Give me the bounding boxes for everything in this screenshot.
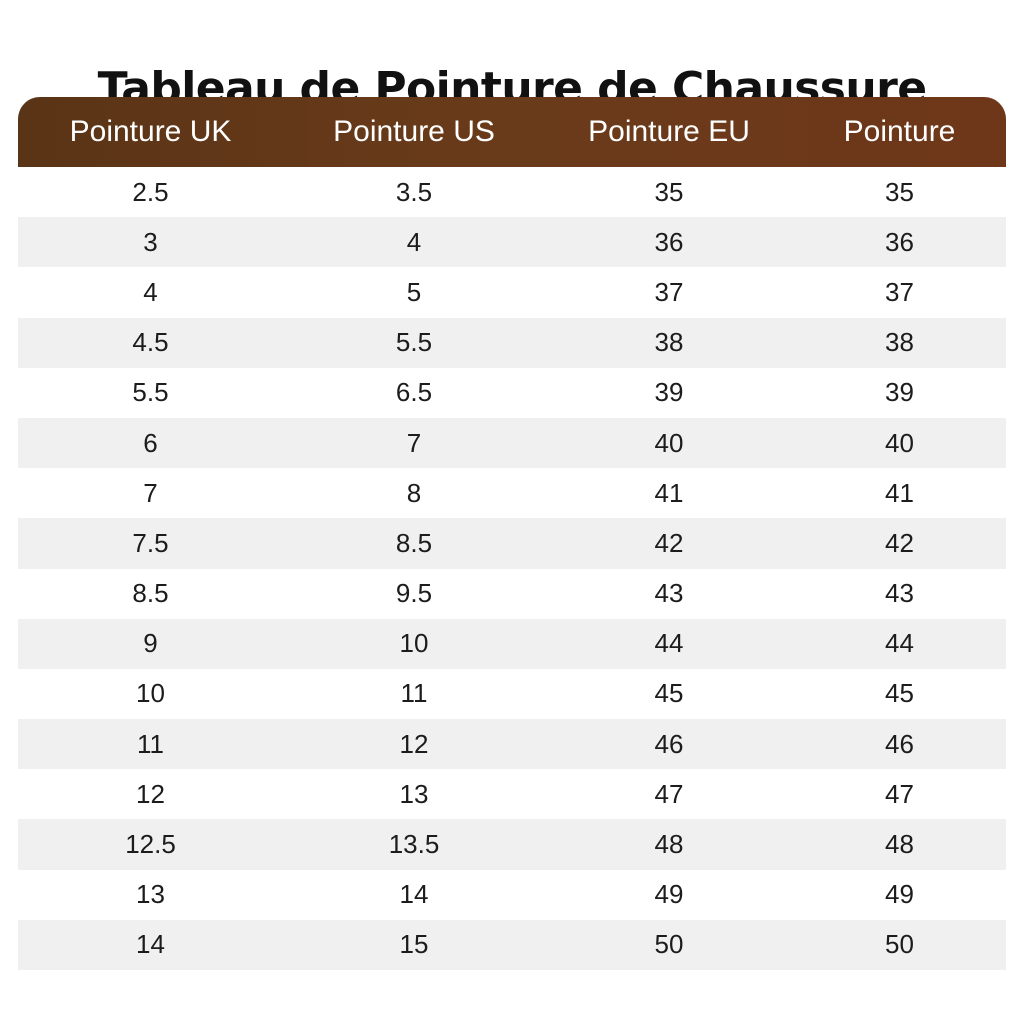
cell-us-size: 9.5 bbox=[395, 578, 433, 609]
header-us-size: Pointure US bbox=[333, 115, 495, 148]
cell-uk-size: 6 bbox=[143, 427, 158, 458]
cell-uk-size: 4.5 bbox=[132, 327, 169, 358]
table-row bbox=[18, 368, 1006, 418]
cell-uk-size: 10 bbox=[136, 678, 165, 709]
cell-us-size: 7 bbox=[406, 427, 422, 458]
cell-size: 45 bbox=[885, 678, 914, 709]
table-row bbox=[18, 870, 1006, 920]
cell-eu-size: 38 bbox=[654, 327, 684, 358]
header-row bbox=[18, 97, 1006, 167]
cell-uk-size: 12 bbox=[136, 778, 165, 809]
cell-us-size: 15 bbox=[399, 929, 429, 960]
page-title: Tableau de Pointure de Chaussure bbox=[97, 63, 927, 115]
cell-us-size: 11 bbox=[400, 678, 428, 709]
table-body bbox=[18, 167, 1006, 970]
table-row bbox=[18, 418, 1006, 468]
cell-size: 47 bbox=[885, 778, 914, 809]
cell-uk-size: 7 bbox=[143, 477, 158, 508]
cell-us-size: 13 bbox=[399, 778, 429, 809]
cell-size: 49 bbox=[885, 879, 914, 910]
cell-eu-size: 35 bbox=[654, 176, 684, 207]
cell-eu-size: 41 bbox=[654, 477, 684, 508]
cell-size: 38 bbox=[885, 327, 914, 358]
cell-eu-size: 37 bbox=[654, 276, 684, 307]
cell-size: 46 bbox=[885, 728, 914, 759]
cell-us-size: 14 bbox=[399, 879, 429, 910]
header-uk-size: Pointure UK bbox=[69, 115, 232, 148]
cell-size: 48 bbox=[885, 829, 914, 860]
cell-size: 35 bbox=[885, 176, 914, 207]
cell-us-size: 5.5 bbox=[395, 327, 433, 358]
shoe-size-table bbox=[18, 97, 1006, 970]
cell-us-size: 10 bbox=[399, 628, 429, 659]
table-row bbox=[18, 619, 1006, 669]
header-size: Pointure bbox=[843, 115, 956, 148]
cell-uk-size: 13 bbox=[136, 879, 165, 910]
cell-us-size: 8.5 bbox=[395, 527, 433, 558]
cell-eu-size: 40 bbox=[654, 427, 684, 458]
cell-uk-size: 5.5 bbox=[132, 377, 169, 408]
cell-size: 39 bbox=[885, 377, 914, 408]
table-row bbox=[18, 217, 1006, 267]
cell-eu-size: 44 bbox=[654, 628, 684, 659]
cell-us-size: 6.5 bbox=[395, 377, 433, 408]
table-row bbox=[18, 920, 1006, 970]
cell-eu-size: 36 bbox=[654, 226, 684, 257]
cell-us-size: 5 bbox=[406, 276, 422, 307]
cell-size: 41 bbox=[885, 477, 914, 508]
cell-size: 44 bbox=[885, 628, 914, 659]
cell-size: 37 bbox=[885, 276, 914, 307]
cell-us-size: 3.5 bbox=[395, 176, 433, 207]
table-row bbox=[18, 719, 1006, 769]
cell-eu-size: 48 bbox=[654, 829, 684, 860]
cell-uk-size: 4 bbox=[143, 276, 158, 307]
table-row bbox=[18, 468, 1006, 518]
cell-us-size: 13.5 bbox=[388, 829, 440, 860]
table-row bbox=[18, 267, 1006, 317]
table-header bbox=[18, 97, 1006, 167]
cell-uk-size: 8.5 bbox=[132, 578, 169, 609]
table-row bbox=[18, 167, 1006, 217]
cell-uk-size: 11 bbox=[137, 728, 164, 759]
cell-uk-size: 2.5 bbox=[132, 176, 169, 207]
table-row bbox=[18, 669, 1006, 719]
cell-eu-size: 43 bbox=[654, 578, 684, 609]
cell-us-size: 4 bbox=[406, 226, 422, 257]
table-row bbox=[18, 819, 1006, 869]
cell-us-size: 12 bbox=[399, 728, 429, 759]
cell-eu-size: 49 bbox=[654, 879, 684, 910]
cell-eu-size: 45 bbox=[654, 678, 684, 709]
cell-uk-size: 7.5 bbox=[132, 527, 169, 558]
cell-us-size: 8 bbox=[406, 477, 422, 508]
cell-size: 36 bbox=[885, 226, 914, 257]
table-row bbox=[18, 518, 1006, 568]
table-row bbox=[18, 769, 1006, 819]
table-row bbox=[18, 318, 1006, 368]
cell-uk-size: 3 bbox=[143, 226, 158, 257]
cell-size: 43 bbox=[885, 578, 914, 609]
cell-eu-size: 47 bbox=[654, 778, 684, 809]
cell-eu-size: 39 bbox=[654, 377, 684, 408]
cell-size: 42 bbox=[885, 527, 914, 558]
cell-size: 40 bbox=[885, 427, 914, 458]
header-eu-size: Pointure EU bbox=[588, 115, 750, 148]
table-row bbox=[18, 569, 1006, 619]
cell-eu-size: 50 bbox=[654, 929, 684, 960]
cell-size: 50 bbox=[885, 929, 914, 960]
cell-uk-size: 12.5 bbox=[125, 829, 176, 860]
cell-uk-size: 14 bbox=[136, 929, 165, 960]
cell-eu-size: 42 bbox=[654, 527, 684, 558]
cell-eu-size: 46 bbox=[654, 728, 684, 759]
cell-uk-size: 9 bbox=[143, 628, 158, 659]
